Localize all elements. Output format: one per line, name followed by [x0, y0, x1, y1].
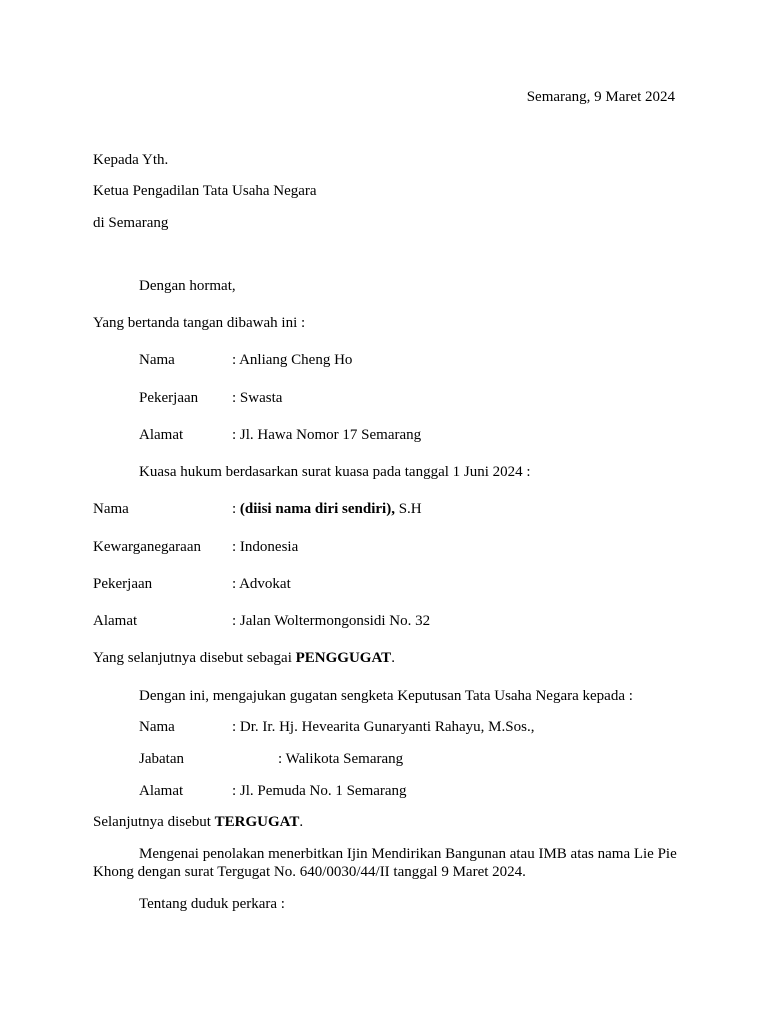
attorney-pekerjaan-label: Pekerjaan	[93, 576, 153, 592]
defendant-nama-value: : Dr. Ir. Hj. Hevearita Gunaryanti Rahayu, M.Sos.,	[232, 719, 535, 735]
recipient-salutation: Kepada Yth.	[93, 152, 169, 168]
defendant-alamat-value: : Jl. Pemuda No. 1 Semarang	[232, 783, 407, 799]
penggugat-prefix: Yang selanjutnya disebut sebagai	[93, 650, 296, 666]
kuasa-line: Kuasa hukum berdasarkan surat kuasa pada tanggal 1 Juni 2024 :	[139, 464, 531, 480]
mengenai-paragraph: Mengenai penolakan menerbitkan Ijin Mendirikan Bangunan atau IMB atas nama Lie Pie Khong dengan surat Tergugat No. 640/0030/44/II tanggal 9 Maret 2024.	[93, 846, 677, 880]
tentang-line: Tentang duduk perkara :	[139, 896, 285, 912]
attorney-kewarganegaraan-value: : Indonesia	[232, 539, 299, 555]
principal-pekerjaan-value: : Swasta	[232, 390, 283, 406]
tergugat-suffix: .	[299, 814, 304, 830]
defendant-nama-label: Nama	[139, 719, 175, 735]
attorney-nama-colon: :	[232, 501, 240, 517]
greeting: Dengan hormat,	[139, 278, 236, 294]
penggugat-line	[93, 649, 395, 667]
attorney-nama-value	[232, 500, 422, 518]
principal-pekerjaan-label: Pekerjaan	[139, 390, 199, 406]
tergugat-prefix: Selanjutnya disebut	[93, 814, 215, 830]
principal-nama-value: : Anliang Cheng Ho	[232, 352, 353, 368]
letter-date: Semarang, 9 Maret 2024	[526, 89, 675, 105]
defendant-jabatan-label: Jabatan	[139, 751, 184, 767]
defendant-alamat-label: Alamat	[139, 783, 184, 799]
principal-alamat-label: Alamat	[139, 427, 184, 443]
penggugat-suffix: .	[391, 650, 395, 666]
attorney-nama-suffix: S.H	[394, 501, 422, 517]
attorney-nama-placeholder: (diisi nama diri sendiri),	[239, 501, 395, 517]
tergugat-term: TERGUGAT	[214, 814, 300, 830]
attorney-alamat-label: Alamat	[93, 613, 138, 629]
intro-line: Yang bertanda tangan dibawah ini :	[93, 315, 306, 331]
recipient-name: Ketua Pengadilan Tata Usaha Negara	[93, 183, 317, 199]
penggugat-term: PENGGUGAT	[295, 650, 392, 666]
attorney-pekerjaan-value: : Advokat	[232, 576, 291, 592]
attorney-alamat-value: : Jalan Woltermongonsidi No. 32	[232, 613, 431, 629]
defendant-jabatan-value: : Walikota Semarang	[278, 751, 404, 767]
tergugat-line	[93, 813, 303, 831]
recipient-place: di Semarang	[93, 215, 169, 231]
attorney-nama-label: Nama	[93, 501, 129, 517]
principal-alamat-value: : Jl. Hawa Nomor 17 Semarang	[232, 427, 422, 443]
attorney-kewarganegaraan-label: Kewarganegaraan	[93, 539, 201, 555]
gugatan-line: Dengan ini, mengajukan gugatan sengketa Keputusan Tata Usaha Negara kepada :	[139, 688, 633, 704]
principal-nama-label: Nama	[139, 352, 175, 368]
